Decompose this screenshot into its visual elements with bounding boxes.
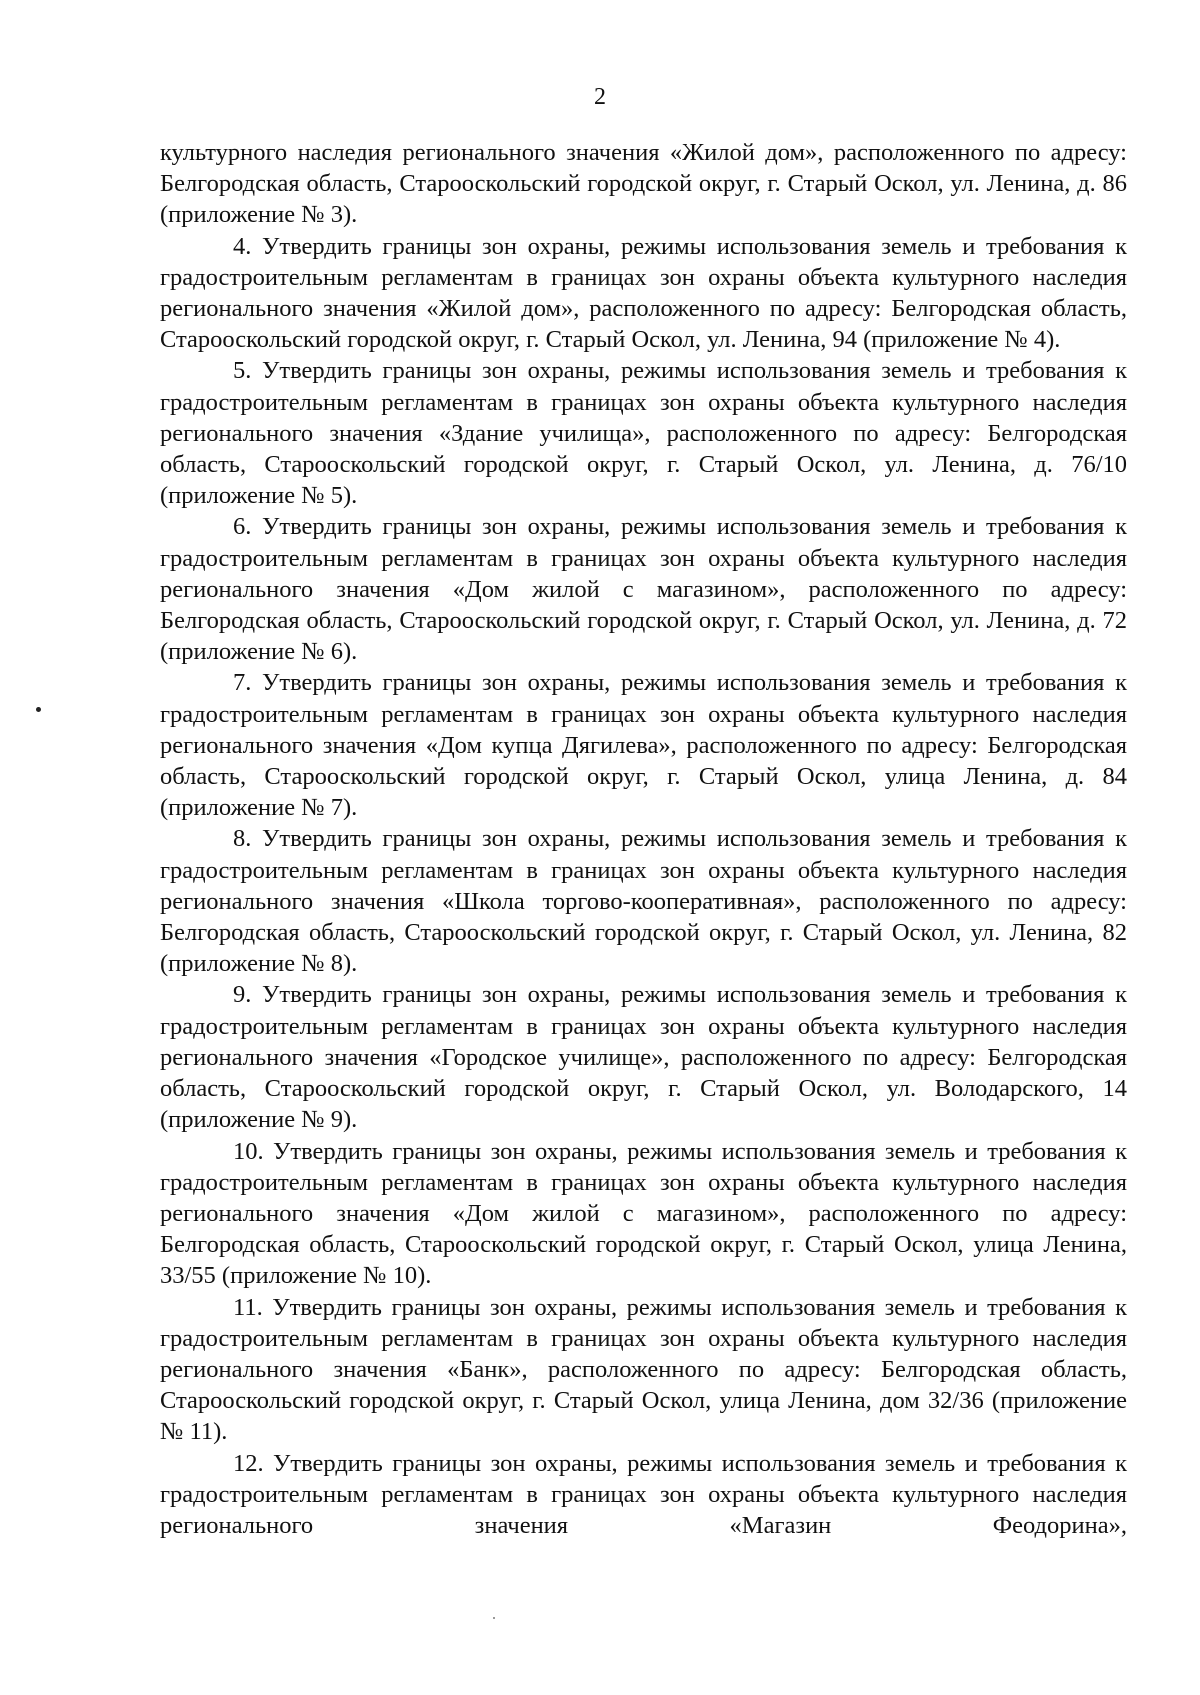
paragraph-item-4: 4. Утвердить границы зон охраны, режимы использования земель и требования к градостроительным регламентам в границах зон охраны объекта культурного наследия регионального значения «Жилой дом», расположенного по адресу: Белгородская область, Старооскольский городской округ, г. Старый Оскол, ул. Ленина, 94 (приложение № 4). — [160, 232, 1127, 354]
paragraph-item-9: 9. Утвердить границы зон охраны, режимы использования земель и требования к градостроительным регламентам в границах зон охраны объекта культурного наследия регионального значения «Городское училище», расположенного по адресу: Белгородская область, Старооскольский городской округ, г. Старый Оскол, ул. Володарского, 14 (приложение № 9). — [160, 981, 1127, 1134]
paragraph-item-6: 6. Утвердить границы зон охраны, режимы использования земель и требования к градостроительным регламентам в границах зон охраны объекта культурного наследия регионального значения «Дом жилой с магазином», расположенного по адресу: Белгородская область, Старооскольский городской округ, г. Старый Оскол, ул. Ленина, д. 72 (приложение № 6). — [160, 513, 1127, 666]
paragraph-item-5: 5. Утвердить границы зон охраны, режимы использования земель и требования к градостроительным регламентам в границах зон охраны объекта культурного наследия регионального значения «Здание училища», расположенного по адресу: Белгородская область, Старооскольский городской округ, г. Старый Оскол, ул. Ленина, д. 76/10 (приложение № 5). — [160, 357, 1127, 510]
paragraph-continuation: культурного наследия регионального значения «Жилой дом», расположенного по адресу: Белгородская область, Старооскольский городской округ, г. Старый Оскол, ул. Ленина, д. 86 (приложение № 3). — [160, 139, 1127, 229]
paragraph-item-10: 10. Утвердить границы зон охраны, режимы использования земель и требования к градостроительным регламентам в границах зон охраны объекта культурного наследия регионального значения «Дом жилой с магазином», расположенного по адресу: Белгородская область, Старооскольский городской округ, г. Старый Оскол, улица Ленина, 33/55 (приложение № 10). — [160, 1137, 1127, 1290]
paragraph-item-7: 7. Утвердить границы зон охраны, режимы использования земель и требования к градостроительным регламентам в границах зон охраны объекта культурного наследия регионального значения «Дом купца Дягилева», расположенного по адресу: Белгородская область, Старооскольский городской округ, г. Старый Оскол, улица Ленина, д. 84 (приложение № 7). — [160, 669, 1127, 822]
page-number: 2 — [594, 84, 606, 110]
scan-speck — [36, 707, 41, 712]
paragraph-item-8: 8. Утвердить границы зон охраны, режимы использования земель и требования к градостроительным регламентам в границах зон охраны объекта культурного наследия регионального значения «Школа торгово-кооперативная», расположенного по адресу: Белгородская область, Старооскольский городской округ, г. Старый Оскол, ул. Ленина, 82 (приложение № 8). — [160, 825, 1127, 978]
paragraph-item-11: 11. Утвердить границы зон охраны, режимы использования земель и требования к градостроительным регламентам в границах зон охраны объекта культурного наследия регионального значения «Банк», расположенного по адресу: Белгородская область, Старооскольский городской округ, г. Старый Оскол, улица Ленина, дом 32/36 (приложение № 11). — [160, 1293, 1127, 1446]
document-body — [160, 137, 1127, 1541]
scan-speck — [493, 1617, 495, 1619]
paragraph-item-12: 12. Утвердить границы зон охраны, режимы использования земель и требования к градостроительным регламентам в границах зон охраны объекта культурного наследия регионального значения «Магазин Феодорина», — [160, 1449, 1127, 1539]
